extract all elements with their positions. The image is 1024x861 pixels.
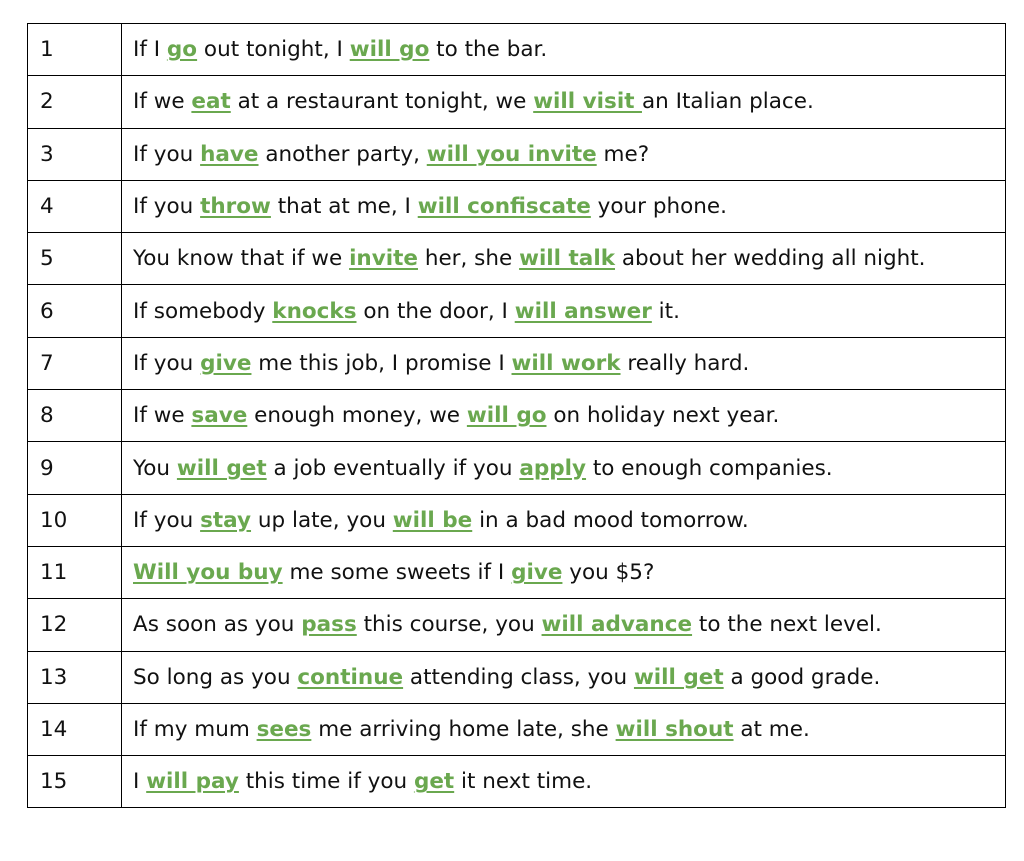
- highlighted-verb: will get: [176, 455, 267, 481]
- sentence-text: in a bad mood tomorrow.: [472, 507, 749, 533]
- sentence-cell: [122, 337, 1006, 389]
- sentence-text: to the bar.: [429, 37, 548, 63]
- sentence-text: me this job, I promise I: [251, 350, 512, 376]
- highlighted-verb: will you invite: [426, 141, 597, 167]
- sentence-text: that at me, I: [270, 194, 418, 220]
- sentence-cell: [122, 703, 1006, 755]
- sentence-cell: [122, 442, 1006, 494]
- exercise-sheet: [27, 23, 1006, 808]
- highlighted-verb: Will you buy: [133, 560, 283, 586]
- sentence-text: As soon as you: [133, 612, 302, 638]
- highlighted-verb: will shout: [615, 717, 734, 742]
- sentence-text: this time if you: [238, 769, 414, 795]
- sentence-text: it next time.: [454, 769, 593, 795]
- table-row: [28, 546, 1006, 598]
- highlighted-verb: stay: [200, 507, 252, 533]
- sentence-text: If we: [133, 89, 192, 115]
- highlighted-verb: throw: [200, 194, 271, 220]
- sentence-text: If somebody: [133, 298, 273, 324]
- exercise-rows: [28, 24, 1006, 808]
- highlighted-verb: will advance: [541, 612, 693, 638]
- sentence-text: out tonight, I: [197, 37, 350, 63]
- sentence-text: on holiday next year.: [546, 403, 780, 429]
- sentence-text: her, she: [417, 246, 520, 272]
- highlighted-verb: give: [200, 350, 252, 376]
- sentence-text: So long as you: [133, 664, 298, 690]
- table-row: [28, 651, 1006, 703]
- sentence-text: your phone.: [590, 194, 727, 220]
- highlighted-verb: will answer: [514, 298, 652, 324]
- sentence-text: If my mum: [133, 717, 257, 742]
- sentence-text: me?: [596, 141, 650, 167]
- table-row: [28, 390, 1006, 442]
- row-number: 11: [28, 546, 122, 598]
- sentence-text: If I: [133, 37, 167, 63]
- highlighted-verb: will be: [392, 507, 473, 533]
- exercise-table: [27, 23, 1006, 808]
- row-number: 10: [28, 494, 122, 546]
- sentence-text: at a restaurant tonight, we: [230, 89, 534, 115]
- row-number: 14: [28, 703, 122, 755]
- sentence-text: to the next level.: [692, 612, 882, 638]
- sentence-text: another party,: [258, 141, 427, 167]
- sentence-cell: [122, 599, 1006, 651]
- table-row: [28, 128, 1006, 180]
- table-row: [28, 494, 1006, 546]
- row-number: 12: [28, 599, 122, 651]
- sentence-text: a job eventually if you: [266, 455, 520, 481]
- table-row: [28, 703, 1006, 755]
- row-number: 4: [28, 180, 122, 232]
- sentence-cell: [122, 390, 1006, 442]
- sentence-text: really hard.: [620, 350, 750, 376]
- sentence-cell: [122, 128, 1006, 180]
- highlighted-verb: will talk: [519, 246, 615, 272]
- sentence-text: If we: [133, 403, 192, 429]
- highlighted-verb: will visit: [533, 89, 642, 115]
- highlighted-verb: will get: [633, 664, 724, 690]
- sentence-cell: [122, 756, 1006, 808]
- row-number: 7: [28, 337, 122, 389]
- sentence-text: If you: [133, 194, 201, 220]
- highlighted-verb: have: [200, 141, 259, 167]
- sentence-cell: [122, 76, 1006, 128]
- highlighted-verb: give: [511, 560, 563, 586]
- highlighted-verb: eat: [191, 89, 231, 115]
- highlighted-verb: will work: [511, 350, 621, 376]
- sentence-cell: [122, 651, 1006, 703]
- sentence-cell: [122, 285, 1006, 337]
- sentence-text: If you: [133, 141, 201, 167]
- row-number: 2: [28, 76, 122, 128]
- sentence-text: I: [133, 769, 147, 795]
- sentence-text: attending class, you: [403, 664, 634, 690]
- sentence-text: to enough companies.: [586, 455, 833, 481]
- sentence-text: If you: [133, 350, 201, 376]
- sentence-text: enough money, we: [247, 403, 467, 429]
- sentence-cell: [122, 233, 1006, 285]
- highlighted-verb: will go: [466, 403, 547, 429]
- table-row: [28, 337, 1006, 389]
- sentence-text: at me.: [733, 717, 810, 742]
- row-number: 3: [28, 128, 122, 180]
- sentence-text: You know that if we: [133, 246, 350, 272]
- table-row: [28, 756, 1006, 808]
- highlighted-verb: will go: [349, 37, 430, 63]
- sentence-text: this course, you: [356, 612, 542, 638]
- sentence-text: about her wedding all night.: [615, 246, 926, 272]
- row-number: 15: [28, 756, 122, 808]
- highlighted-verb: knocks: [272, 298, 357, 324]
- table-row: [28, 599, 1006, 651]
- highlighted-verb: sees: [256, 717, 312, 742]
- table-row: [28, 24, 1006, 76]
- sentence-text: me some sweets if I: [282, 560, 512, 586]
- highlighted-verb: get: [413, 769, 455, 795]
- table-row: [28, 180, 1006, 232]
- row-number: 9: [28, 442, 122, 494]
- sentence-text: You: [133, 455, 177, 481]
- row-number: 13: [28, 651, 122, 703]
- row-number: 1: [28, 24, 122, 76]
- highlighted-verb: pass: [301, 612, 357, 638]
- table-row: [28, 233, 1006, 285]
- table-row: [28, 285, 1006, 337]
- highlighted-verb: continue: [297, 664, 404, 690]
- sentence-text: up late, you: [251, 507, 393, 533]
- row-number: 5: [28, 233, 122, 285]
- sentence-text: on the door, I: [356, 298, 515, 324]
- sentence-text: it.: [651, 298, 680, 324]
- sentence-cell: [122, 494, 1006, 546]
- row-number: 6: [28, 285, 122, 337]
- sentence-cell: [122, 24, 1006, 76]
- highlighted-verb: go: [166, 37, 198, 63]
- table-row: [28, 76, 1006, 128]
- sentence-text: If you: [133, 507, 201, 533]
- sentence-cell: [122, 180, 1006, 232]
- sentence-cell: [122, 546, 1006, 598]
- highlighted-verb: will pay: [146, 769, 239, 795]
- highlighted-verb: save: [191, 403, 248, 429]
- table-row: [28, 442, 1006, 494]
- sentence-text: you $5?: [562, 560, 655, 586]
- sentence-text: an Italian place.: [641, 89, 814, 115]
- row-number: 8: [28, 390, 122, 442]
- highlighted-verb: will confiscate: [417, 194, 591, 220]
- sentence-text: me arriving home late, she: [311, 717, 616, 742]
- highlighted-verb: apply: [519, 455, 587, 481]
- sentence-text: a good grade.: [723, 664, 881, 690]
- highlighted-verb: invite: [349, 246, 418, 272]
